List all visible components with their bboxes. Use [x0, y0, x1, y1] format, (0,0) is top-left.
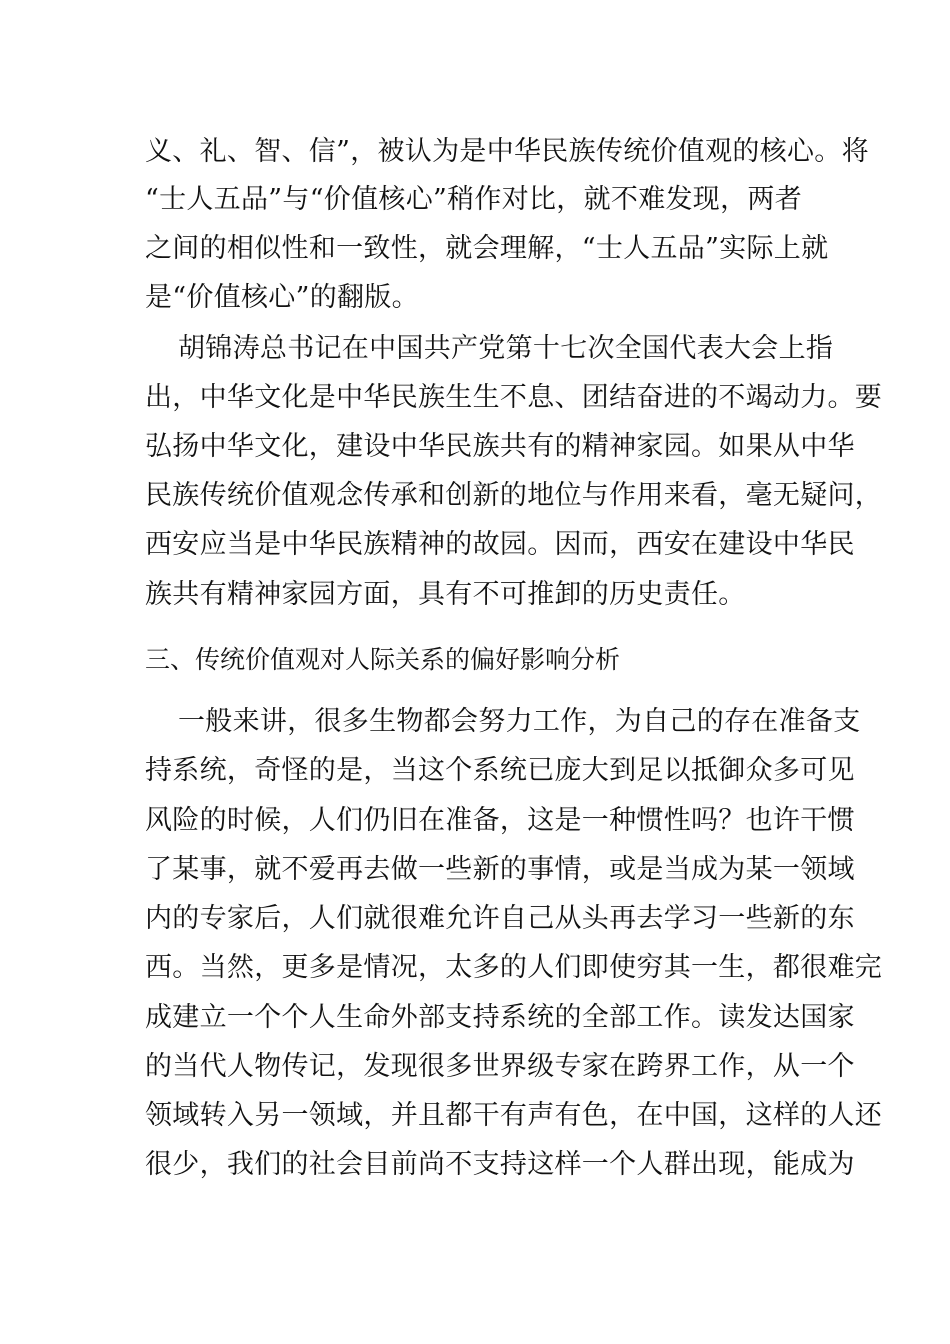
paragraph-line: 义、礼、智、信”，被认为是中华民族传统价值观的核心。将	[145, 136, 869, 167]
paragraph-line: 一般来讲，很多生物都会努力工作，为自己的存在准备支	[178, 706, 861, 737]
paragraph-line: 出，中华文化是中华民族生生不息、团结奋进的不竭动力。要	[145, 382, 883, 413]
paragraph-line: “士人五品”与“价值核心”稍作对比，就不难发现，两者	[145, 184, 803, 215]
paragraph-line: 民族传统价值观念传承和创新的地位与作用来看，毫无疑问，	[145, 480, 883, 511]
paragraph-line: 领域转入另一领域，并且都干有声有色，在中国，这样的人还	[145, 1100, 883, 1131]
section-heading: 三、传统价值观对人际关系的偏好影响分析	[145, 645, 621, 674]
paragraph-line: 成建立一个个人生命外部支持系统的全部工作。读发达国家	[145, 1002, 855, 1033]
paragraph-line: 内的专家后，人们就很难允许自己从头再去学习一些新的东	[145, 903, 855, 934]
paragraph-line: 风险的时候，人们仍旧在准备，这是一种惯性吗？也许干惯	[145, 805, 855, 836]
paragraph-line: 西安应当是中华民族精神的故园。因而，西安在建设中华民	[145, 529, 855, 560]
paragraph-line: 胡锦涛总书记在中国共产党第十七次全国代表大会上指	[178, 333, 834, 364]
paragraph-line: 弘扬中华文化，建设中华民族共有的精神家园。如果从中华	[145, 431, 855, 462]
paragraph-line: 很少，我们的社会目前尚不支持这样一个人群出现，能成为	[145, 1149, 855, 1180]
paragraph-line: 的当代人物传记，发现很多世界级专家在跨界工作，从一个	[145, 1051, 855, 1082]
paragraph-line: 之间的相似性和一致性，就会理解，“士人五品”实际上就	[145, 233, 829, 264]
paragraph-line: 是“价值核心”的翻版。	[145, 282, 419, 313]
paragraph-line: 西。当然，更多是情况，太多的人们即使穷其一生，都很难完	[145, 952, 883, 983]
paragraph-line: 族共有精神家园方面，具有不可推卸的历史责任。	[145, 579, 746, 610]
paragraph-line: 持系统，奇怪的是，当这个系统已庞大到足以抵御众多可见	[145, 755, 855, 786]
paragraph-line: 了某事，就不爱再去做一些新的事情，或是当成为某一领域	[145, 854, 855, 885]
